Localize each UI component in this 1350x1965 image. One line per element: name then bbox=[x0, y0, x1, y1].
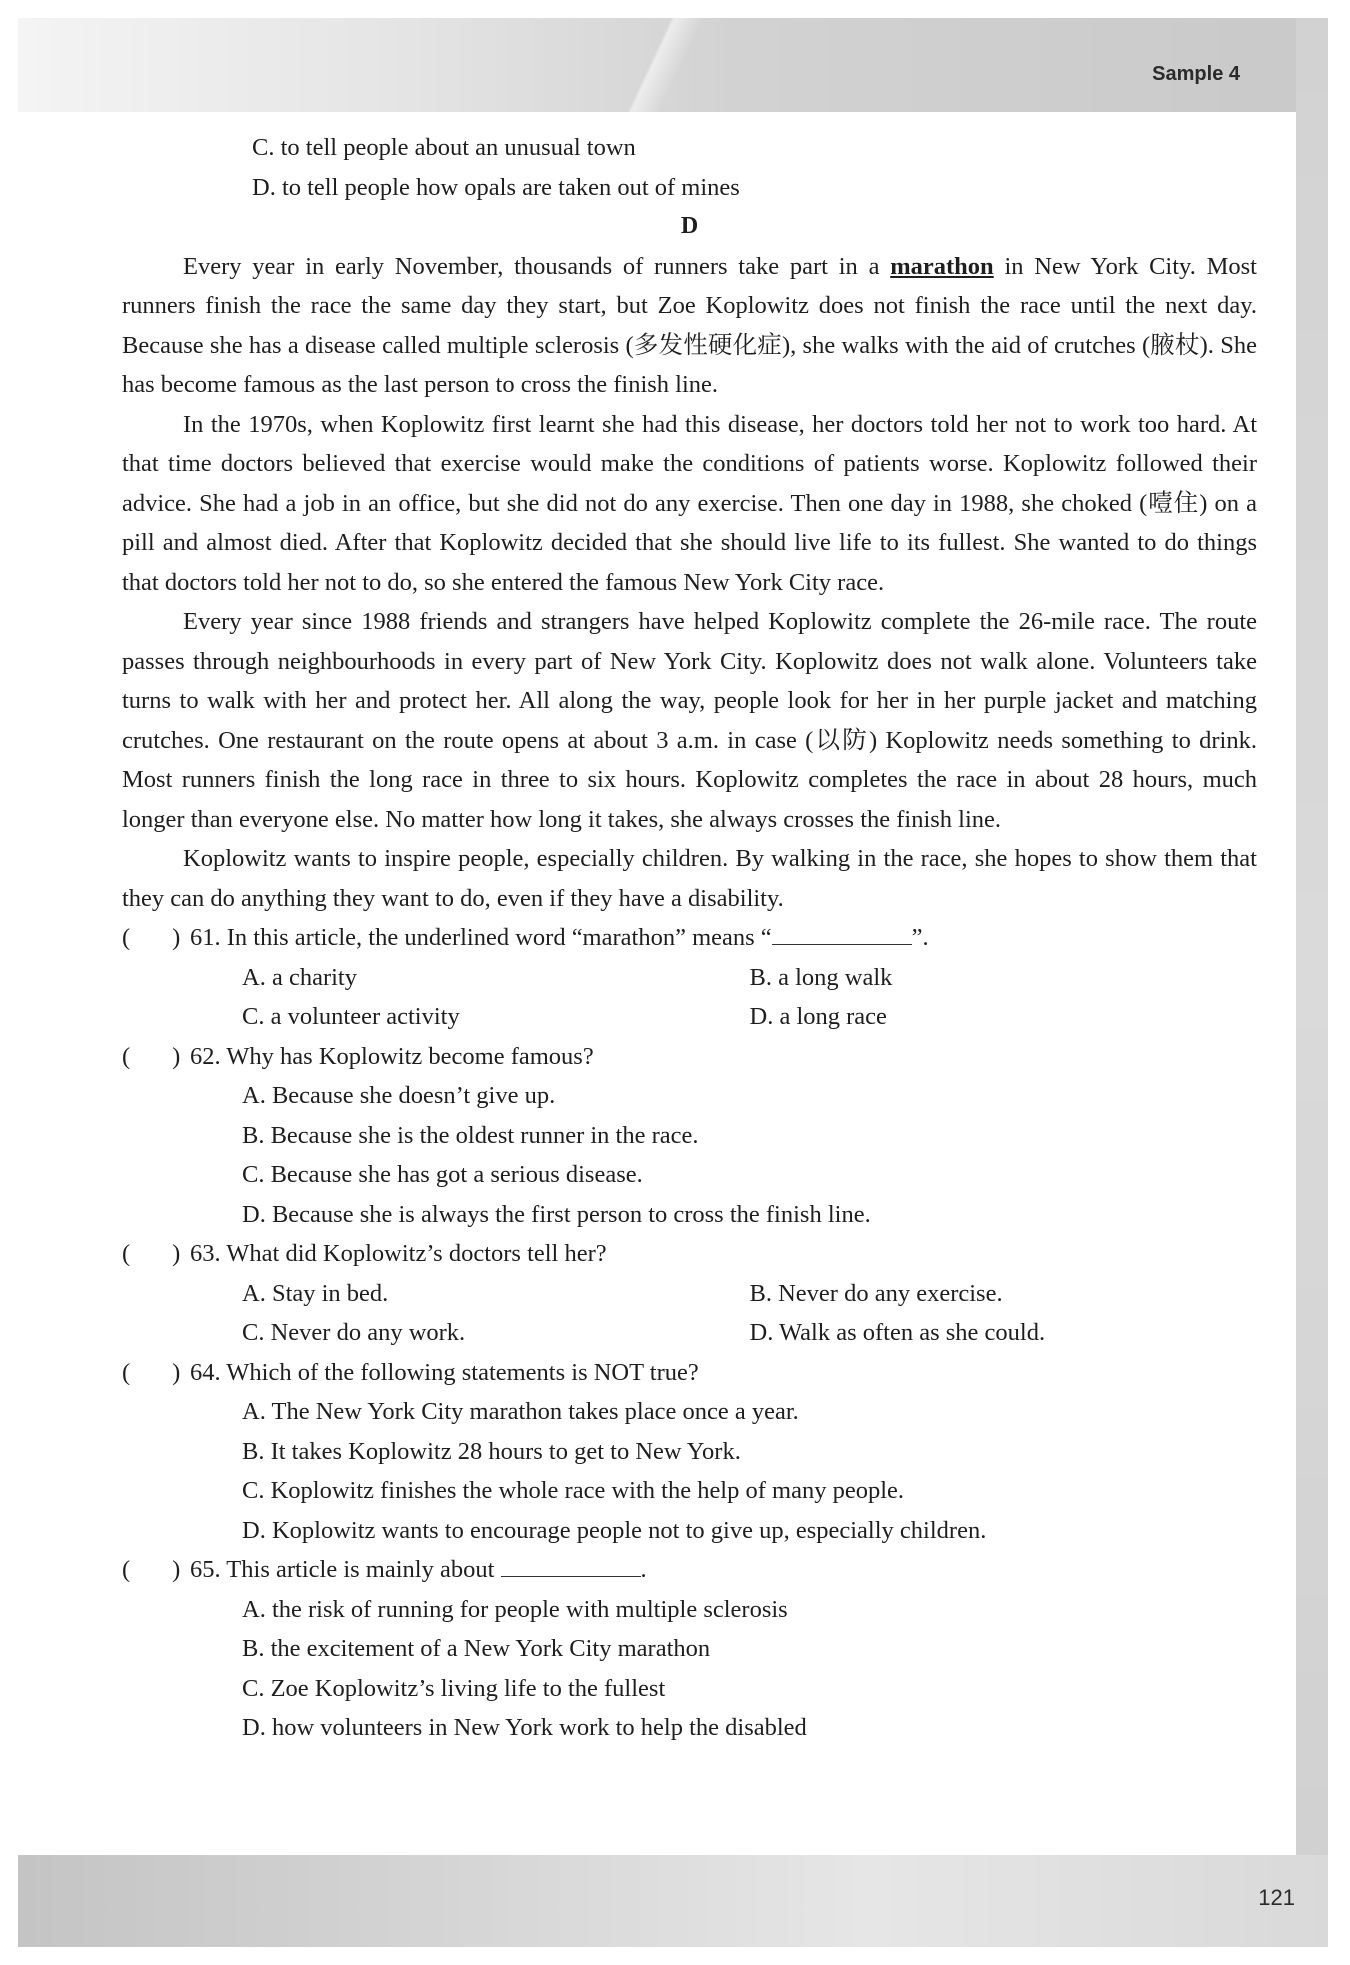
passage-paragraph-1: Every year in early November, thousands of runners take part in a marathon in New York City. Most runners finish the race the same day they start, but Zoe Koplowitz does not finish the race until the next day. Because she has a disease called multiple sclerosis (多发性硬化症), she walks with the aid of crutches (腋杖). She has become famous as the last person to cross the finish line. bbox=[122, 252, 1257, 398]
page-content bbox=[122, 128, 1257, 1748]
passage-paragraph-4: Koplowitz wants to inspire people, especially children. By walking in the race, she hopes to show them that they can do anything they want to do, even if they have a disability. bbox=[122, 845, 1257, 912]
footer-band bbox=[18, 1855, 1328, 1947]
answer-bracket[interactable]: ( ) bbox=[122, 924, 181, 951]
question-62 bbox=[122, 1037, 1257, 1077]
question-65 bbox=[122, 1550, 1257, 1590]
answer-bracket[interactable]: ( ) bbox=[122, 1358, 181, 1386]
underlined-keyword: marathon bbox=[890, 252, 994, 280]
passage-paragraph-2: In the 1970s, when Koplowitz first learnt she had this disease, her doctors told her not to work too hard. At that time doctors believed that exercise would make the conditions of patients worse. Koplowitz followed their advice. She had a job in an office, but she did not do any exercise. Then one day in 1988, she choked (噎住) on a pill and almost died. After that Koplowitz decided that she should live life to its fullest. She wanted to do things that doctors told her not to do, so she entered the famous New York City race. bbox=[122, 410, 1257, 596]
option: C. Zoe Koplowitz’s living life to the fullest bbox=[242, 1674, 666, 1702]
option: A. Because she doesn’t give up. bbox=[242, 1082, 556, 1109]
option: B. Never do any exercise. bbox=[749, 1279, 1003, 1307]
question-stem: 65. This article is mainly about . bbox=[190, 1556, 647, 1583]
option: D. Koplowitz wants to encourage people not to give up, especially children. bbox=[242, 1516, 987, 1544]
option: A. the risk of running for people with multiple sclerosis bbox=[242, 1595, 788, 1623]
option: B. Because she is the oldest runner in the race. bbox=[242, 1121, 699, 1149]
option: C. Koplowitz finishes the whole race with the help of many people. bbox=[242, 1477, 905, 1504]
option: B. It takes Koplowitz 28 hours to get to New York. bbox=[242, 1437, 741, 1465]
answer-bracket[interactable]: ( ) bbox=[122, 1042, 181, 1070]
option: B. the excitement of a New York City marathon bbox=[242, 1635, 711, 1662]
sample-label: Sample 4 bbox=[1152, 63, 1240, 85]
prev-option-c: C. to tell people about an unusual town bbox=[252, 134, 636, 161]
section-heading: D bbox=[680, 213, 699, 239]
question-stem: 61. In this article, the underlined word “marathon” means “ ”. bbox=[190, 924, 929, 951]
option: D. Because she is always the first person to cross the finish line. bbox=[242, 1200, 871, 1228]
page-number: 121 bbox=[1258, 1885, 1295, 1910]
option: D. how volunteers in New York work to help the disabled bbox=[242, 1714, 807, 1741]
question-stem: 64. Which of the following statements is NOT true? bbox=[190, 1358, 699, 1386]
option: B. a long walk bbox=[749, 963, 893, 991]
passage-paragraph-3: Every year since 1988 friends and strangers have helped Koplowitz complete the 26-mile race. The route passes through neighbourhoods in every part of New York City. Koplowitz does not walk alone. Volunteers take turns to walk with her and protect her. All along the way, people look for her in her purple jacket and matching crutches. One restaurant on the route opens at about 3 a.m. in case (以防) Koplowitz needs something to drink. Most runners finish the long race in three to six hours. Koplowitz completes the race in about 28 hours, much longer than everyone else. No matter how long it takes, she always crosses the finish line. bbox=[122, 608, 1257, 833]
prev-option-d: D. to tell people how opals are taken out of mines bbox=[252, 173, 740, 201]
question-stem: 62. Why has Koplowitz become famous? bbox=[190, 1042, 594, 1070]
answer-bracket[interactable]: ( ) bbox=[122, 1240, 181, 1267]
question-63 bbox=[122, 1234, 1257, 1274]
option: D. Walk as often as she could. bbox=[749, 1319, 1046, 1346]
question-64 bbox=[122, 1353, 1257, 1393]
question-stem: 63. What did Koplowitz’s doctors tell her? bbox=[190, 1240, 607, 1267]
answer-blank bbox=[501, 1554, 641, 1577]
answer-bracket[interactable]: ( ) bbox=[122, 1556, 181, 1583]
option: C. Because she has got a serious disease. bbox=[242, 1161, 643, 1188]
header-band bbox=[18, 18, 1328, 112]
option: D. a long race bbox=[749, 1003, 887, 1030]
option: A. Stay in bed. bbox=[242, 1279, 389, 1307]
right-margin-band bbox=[1296, 18, 1328, 1918]
answer-blank bbox=[772, 922, 912, 945]
option: A. The New York City marathon takes place once a year. bbox=[242, 1398, 799, 1425]
option: A. a charity bbox=[242, 963, 357, 991]
question-61 bbox=[122, 918, 1257, 958]
option: C. Never do any work. bbox=[242, 1319, 466, 1346]
option: C. a volunteer activity bbox=[242, 1003, 460, 1030]
